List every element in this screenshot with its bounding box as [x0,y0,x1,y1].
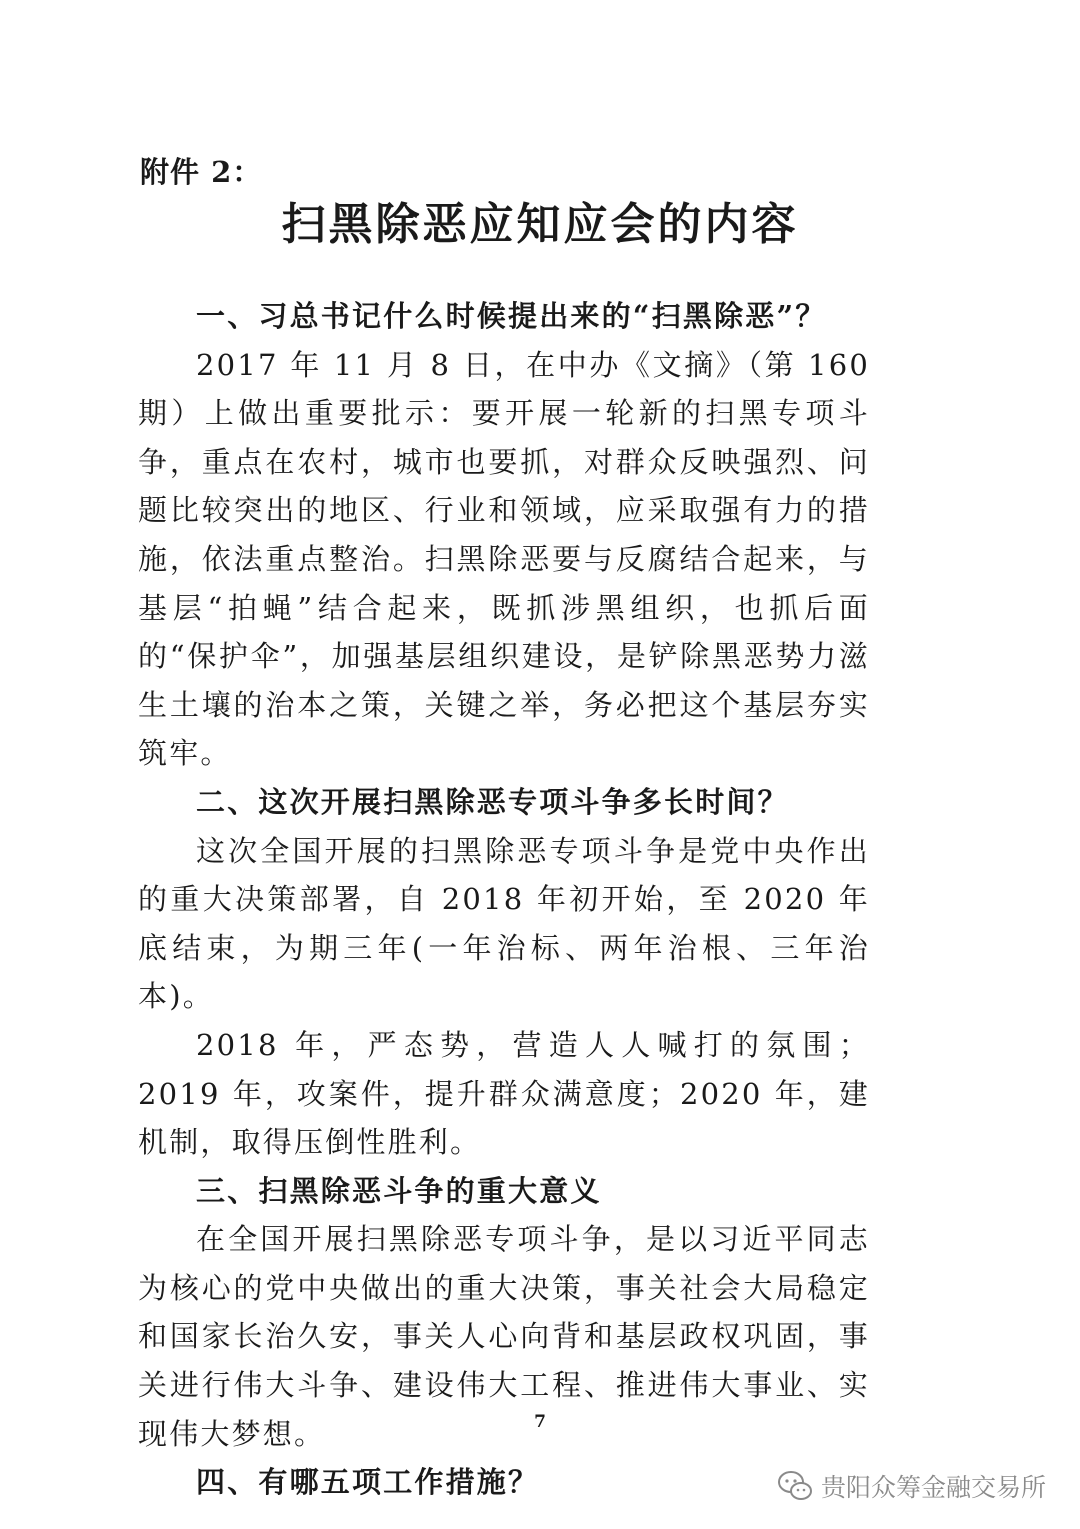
attachment-label: 附件 2： [140,155,263,189]
page-number: 7 [534,1412,546,1432]
paragraph: 2017 年 11 月 8 日，在中办《文摘》（第 160 期）上做出重要批示：要开展一轮新的扫黑专项斗争，重点在农村，城市也要抓，对群众反映强烈、问题比较突出的地区、行业和领域，应采取强有力的措施，依法重点整治。扫黑除恶要与反腐结合起来，与基层“拍蝇”结合起来，既抓涉黑组织，也抓后面的“保护伞”，加强基层组织建设，是铲除黑恶势力滋生土壤的治本之策，关键之举，务必把这个基层夯实筑牢。 [138,347,870,771]
section-heading: 一、习总书记什么时候提出来的“扫黑除恶”？ [196,299,827,333]
section-heading: 四、有哪五项工作措施？ [196,1465,540,1500]
paragraph: 2018 年，严态势，营造人人喊打的氛围；2019 年，攻案件，提升群众满意度；2020 年，建机制，取得压倒性胜利。 [138,1027,870,1160]
wechat-icon [777,1470,813,1502]
document-title: 扫黑除恶应知应会的内容 [281,199,799,250]
document-body [138,292,870,1507]
watermark [777,1466,1046,1506]
section-heading: 三、扫黑除恶斗争的重大意义 [196,1173,602,1208]
section-heading: 二、这次开展扫黑除恶专项斗争多长时间？ [196,784,789,819]
paragraph: 这次全国开展的扫黑除恶专项斗争是党中央作出的重大决策部署，自 2018 年初开始，至 2020 年底结束，为期三年(一年治标、两年治根、三年治本)。 [138,833,870,1014]
watermark-text: 贵阳众筹金融交易所 [820,1473,1046,1502]
paragraph: 在全国开展扫黑除恶专项斗争，是以习近平同志为核心的党中央做出的重大决策，事关社会大局稳定和国家长治久安，事关人心向背和基层政权巩固，事关进行伟大斗争、建设伟大工程、推进伟大事业、实现伟大梦想。 [138,1222,870,1451]
